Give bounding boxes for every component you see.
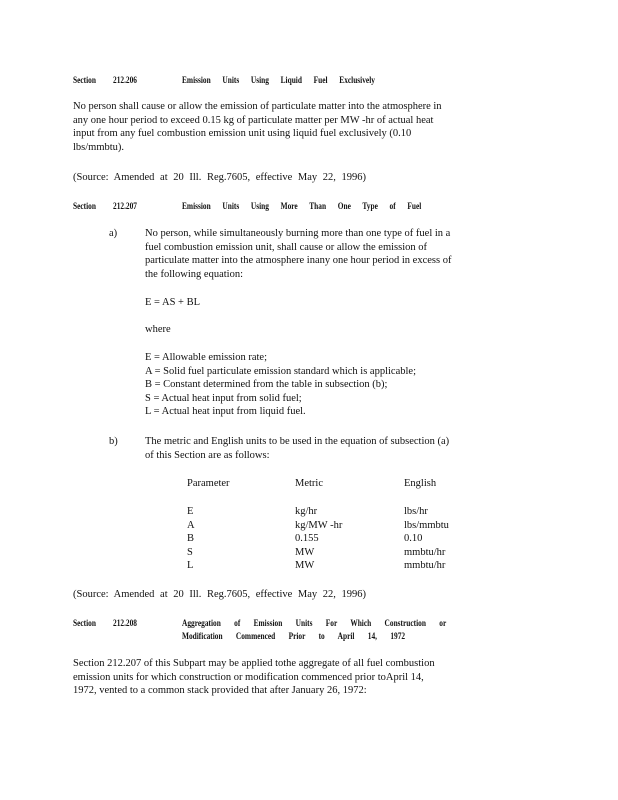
- table-cell: E: [187, 506, 194, 517]
- parameter-column: [187, 505, 195, 573]
- subsection-marker-a: a): [109, 228, 118, 239]
- table-cell: mmbtu/hr: [404, 560, 446, 571]
- table-cell: lbs/hr: [404, 506, 428, 517]
- section-title: Emission Units Using More Than One Type of Fuel: [182, 201, 422, 211]
- table-cell: L: [187, 560, 194, 571]
- table-cell: 0.10: [404, 533, 423, 544]
- definition-list: [145, 351, 416, 419]
- paragraph-line: input from any fuel combustion emission unit using liquid fuel exclusively (0.10: [73, 128, 412, 139]
- section-208-paragraph: [73, 657, 435, 698]
- paragraph-line: any one hour period to exceed 0.15 kg of particulate matter per MW -hr of actual heat: [73, 114, 434, 126]
- paragraph-line: 1972, vented to a common stack provided that after January 26, 1972:: [73, 685, 367, 696]
- section-title: Emission Units Using Liquid Fuel Exclusively: [182, 75, 375, 85]
- definition-item: S = Actual heat input from solid fuel;: [145, 392, 302, 404]
- paragraph-line: fuel combustion emission unit, shall cause or allow the emission of: [145, 241, 427, 253]
- paragraph-line: of this Section are as follows:: [145, 449, 270, 461]
- paragraph-line: No person shall cause or allow the emission of particulate matter into the atmosphere in: [73, 101, 442, 112]
- section-206-paragraph: [73, 100, 503, 154]
- table-cell: MW: [295, 560, 315, 571]
- subsection-b-paragraph: [145, 435, 449, 462]
- definition-item: A = Solid fuel particulate emission standard which is applicable;: [145, 365, 416, 377]
- metric-column: [295, 505, 342, 573]
- english-column: [404, 505, 449, 573]
- definition-item: E = Allowable emission rate;: [145, 352, 267, 363]
- paragraph-line: No person, while simultaneously burning more than one type of fuel in a: [145, 228, 451, 239]
- table-cell: A: [187, 519, 195, 531]
- paragraph-line: the following equation:: [145, 268, 243, 280]
- table-cell: kg/MW -hr: [295, 519, 343, 531]
- paragraph-line: lbs/mmbtu).: [73, 141, 125, 153]
- table-cell: S: [187, 546, 193, 558]
- section-number: 212.208: [113, 618, 137, 628]
- section-number: 212.207: [113, 201, 137, 211]
- table-cell: kg/hr: [295, 506, 318, 517]
- definition-item: B = Constant determined from the table in subsection (b);: [145, 379, 388, 390]
- section-label: Section: [73, 201, 96, 211]
- equation: E = AS + BL: [145, 297, 201, 308]
- column-header-english: English: [404, 478, 437, 489]
- paragraph-line: emission units for which construction or modification commenced prior toApril 14,: [73, 671, 424, 683]
- paragraph-line: The metric and English units to be used in the equation of subsection (a): [145, 436, 450, 447]
- table-cell: mmbtu/hr: [404, 546, 446, 558]
- section-label: Section: [73, 618, 96, 628]
- table-cell: MW: [295, 546, 315, 558]
- where-label: where: [145, 324, 171, 335]
- column-header-metric: Metric: [295, 478, 323, 489]
- source-note: (Source: Amended at 20 Ill. Reg.7605, effective May 22, 1996): [73, 172, 367, 183]
- table-cell: lbs/mmbtu: [404, 519, 449, 531]
- subsection-a-paragraph: [145, 227, 451, 281]
- section-number: 212.206: [113, 75, 137, 85]
- paragraph-line: particulate matter into the atmosphere inany one hour period in excess of: [145, 255, 452, 266]
- section-title-line-2: Modification Commenced Prior to April 14, 1972: [182, 631, 406, 641]
- section-label: Section: [73, 75, 96, 85]
- source-note: (Source: Amended at 20 Ill. Reg.7605, effective May 22, 1996): [73, 589, 367, 600]
- table-cell: B: [187, 533, 195, 544]
- subsection-marker-b: b): [109, 436, 118, 447]
- definition-item: L = Actual heat input from liquid fuel.: [145, 406, 306, 417]
- paragraph-line: Section 212.207 of this Subpart may be applied tothe aggregate of all fuel combustion: [73, 658, 435, 669]
- column-header-parameter: Parameter: [187, 478, 230, 489]
- section-title-line-1: Aggregation of Emission Units For Which Construction or: [182, 618, 447, 628]
- table-cell: 0.155: [295, 533, 319, 544]
